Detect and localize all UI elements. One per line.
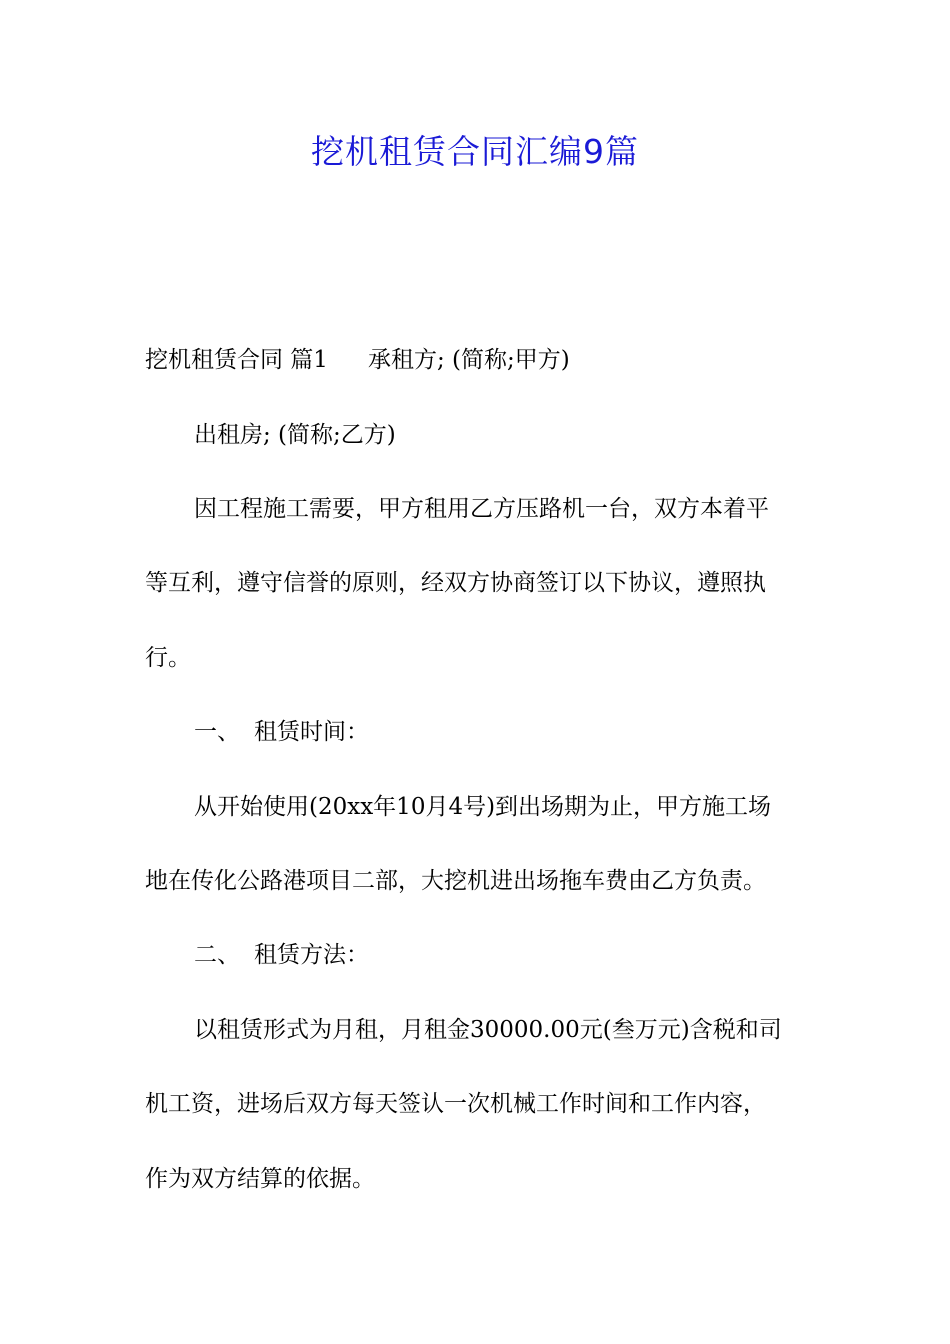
section-header-line <box>145 344 815 376</box>
clause-1-line-1: 从开始使用(20xx年10月4号)到出场期为止，甲方施工场 <box>194 794 772 820</box>
document-title: 挖机租赁合同汇编9篇 <box>311 132 639 171</box>
clause-2-number: 二、 <box>194 942 240 968</box>
clause-2-line-1: 以租赁形式为月租，月租金30000.00元(叁万元)含税和司 <box>194 1017 782 1043</box>
intro-line-3: 行。 <box>145 645 191 671</box>
intro-line-2: 等互利，遵守信誉的原则，经双方协商签订以下协议，遵照执 <box>145 570 766 596</box>
clause-1-heading-line <box>194 716 864 748</box>
lessor-line: 出租房; (简称;乙方) <box>194 422 396 448</box>
intro-line-1: 因工程施工需要，甲方租用乙方压路机一台，双方本着平 <box>194 496 769 522</box>
clause-1-line-2: 地在传化公路港项目二部，大挖机进出场拖车费由乙方负责。 <box>145 868 766 894</box>
clause-1-heading: 租赁时间： <box>254 719 369 745</box>
clause-2-line-3: 作为双方结算的依据。 <box>145 1166 375 1192</box>
clause-2-heading: 租赁方法： <box>254 942 369 968</box>
clause-2-heading-line <box>194 939 864 971</box>
lessee-line: 承租方; (简称;甲方) <box>367 347 570 373</box>
section-heading: 挖机租赁合同 篇1 <box>145 347 328 373</box>
clause-1-number: 一、 <box>194 719 240 745</box>
clause-2-line-2: 机工资，进场后双方每天签认一次机械工作时间和工作内容， <box>145 1091 766 1117</box>
